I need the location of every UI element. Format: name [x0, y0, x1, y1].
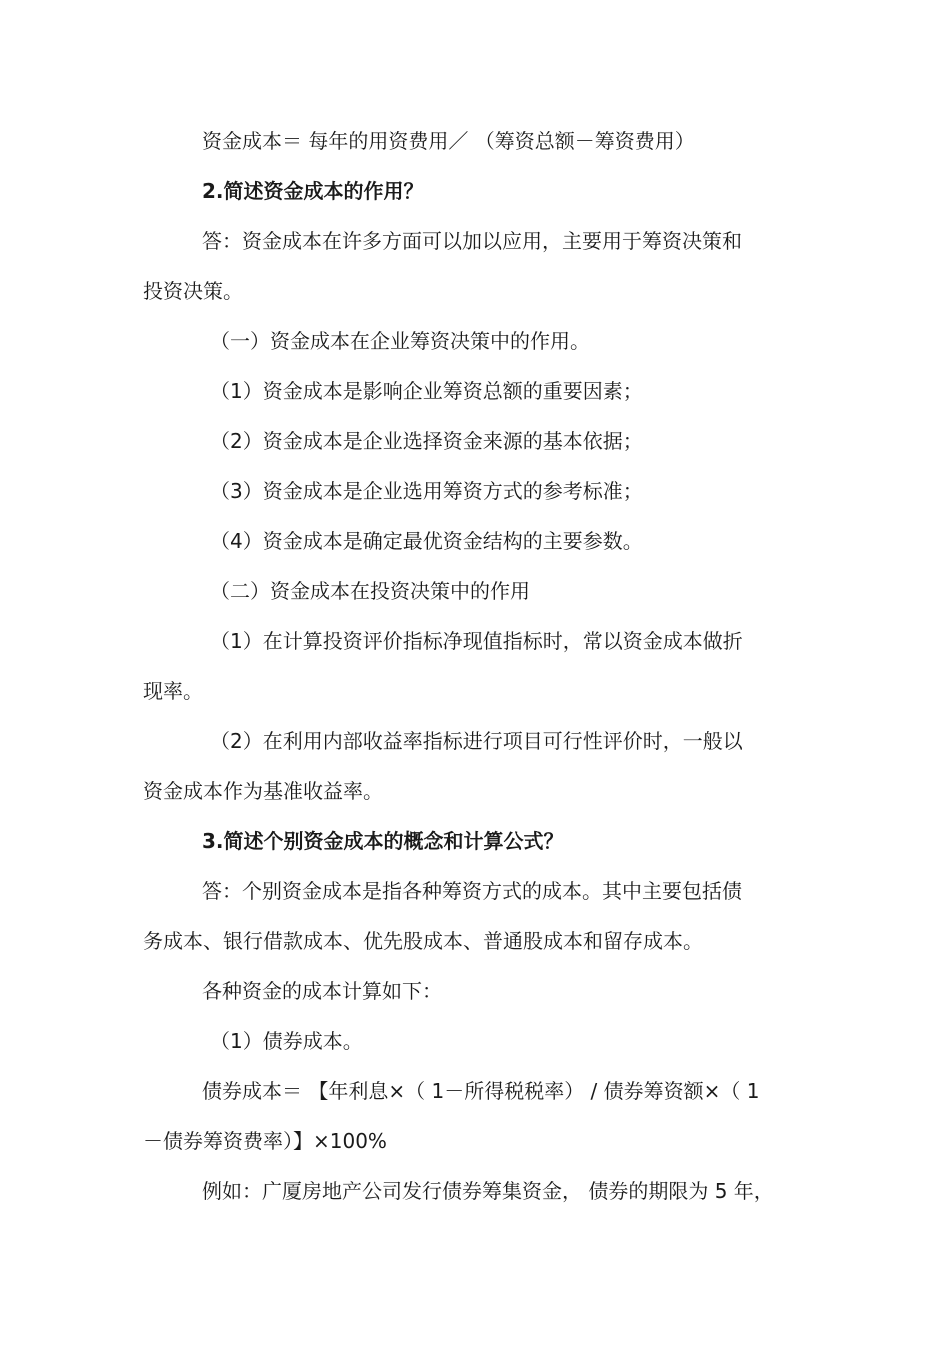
list-item-3: （3）资金成本是企业选用筹资方式的参考标准； [210, 479, 643, 503]
section-2-item-1-cont: 现率。 [143, 679, 203, 703]
calc-intro: 各种资金的成本计算如下： [202, 979, 442, 1003]
example-paragraph: 例如：广厦房地产公司发行债券筹集资金， 债券的期限为 5 年， [202, 1179, 774, 1203]
question-3-heading: 3.简述个别资金成本的概念和计算公式？ [202, 829, 564, 853]
answer-3-paragraph: 答：个别资金成本是指各种筹资方式的成本。其中主要包括债 [202, 879, 742, 903]
list-item-2: （2）资金成本是企业选择资金来源的基本依据； [210, 429, 643, 453]
question-2-heading: 2.简述资金成本的作用？ [202, 179, 424, 203]
list-item-1: （1）资金成本是影响企业筹资总额的重要因素； [210, 379, 643, 403]
section-2-item-1: （1）在计算投资评价指标净现值指标时，常以资金成本做折 [210, 629, 743, 653]
bond-cost-formula-cont: －债券筹资费率）】×100% [143, 1129, 387, 1153]
answer-2-paragraph-cont: 投资决策。 [143, 279, 243, 303]
bond-cost-heading: （1）债券成本。 [210, 1029, 363, 1053]
section-1-heading: （一）资金成本在企业筹资决策中的作用。 [210, 329, 590, 353]
section-2-item-2-cont: 资金成本作为基准收益率。 [143, 779, 383, 803]
answer-3-paragraph-cont: 务成本、银行借款成本、优先股成本、普通股成本和留存成本。 [143, 929, 703, 953]
bond-cost-formula: 债券成本＝ 【年利息×（ 1－所得税税率） / 债券筹资额×（ 1 [202, 1079, 760, 1103]
section-2-heading: （二）资金成本在投资决策中的作用 [210, 579, 530, 603]
formula-capital-cost: 资金成本＝ 每年的用资费用／ （筹资总额－筹资费用） [202, 129, 695, 153]
section-2-item-2: （2）在利用内部收益率指标进行项目可行性评价时，一般以 [210, 729, 743, 753]
answer-2-paragraph: 答：资金成本在许多方面可以加以应用，主要用于筹资决策和 [202, 229, 742, 253]
list-item-4: （4）资金成本是确定最优资金结构的主要参数。 [210, 529, 643, 553]
